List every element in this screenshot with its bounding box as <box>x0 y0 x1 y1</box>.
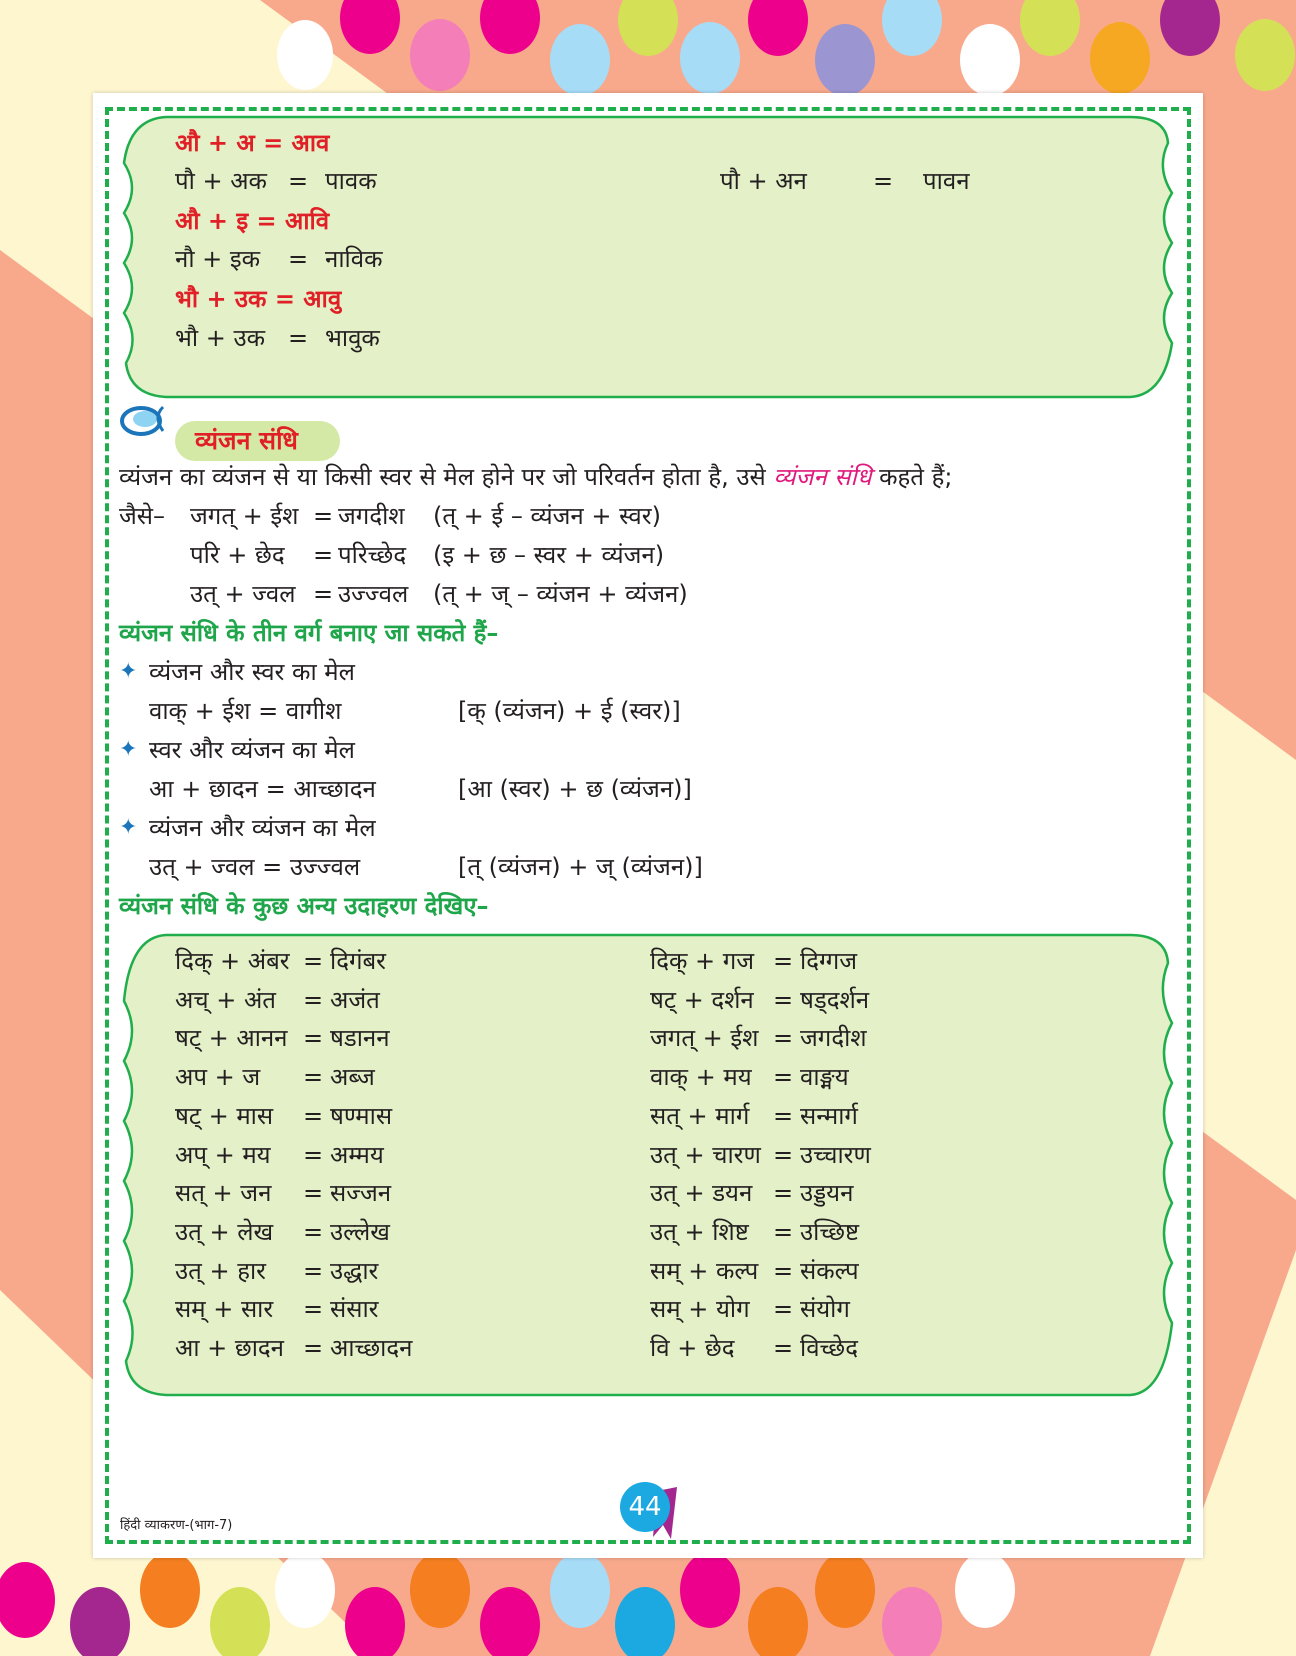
equals-sign: = <box>773 1140 794 1169</box>
equals-sign: = <box>303 1024 324 1053</box>
sandhi-result: उच्चारण <box>800 1140 871 1169</box>
sandhi-result: उल्लेख <box>330 1217 390 1246</box>
definition-text: व्यंजन का व्यंजन से या किसी स्वर से मेल होने पर जो परिवर्तन होता है, उसे <box>119 463 766 491</box>
equals-sign: = <box>303 947 324 975</box>
example-ut-jval: उत् + ज्वल <box>190 580 296 608</box>
category-title: व्यंजन और व्यंजन का मेल <box>149 814 376 842</box>
sandhi-result: संयोग <box>800 1295 850 1324</box>
result-pavak: पावक <box>325 167 377 195</box>
sandhi-result: अजंत <box>330 985 380 1014</box>
equals-sign: = <box>313 580 334 608</box>
sandhi-result: संसार <box>330 1295 379 1324</box>
equals-sign: = <box>303 1179 324 1208</box>
sandhi-parts: दिक् + अंबर <box>175 947 290 975</box>
note-jagdish: (त् + ई – व्यंजन + स्वर) <box>433 502 661 530</box>
equals-sign: = <box>773 1217 794 1246</box>
sandhi-parts: उत् + हार <box>175 1256 266 1285</box>
equals-sign: = <box>303 1256 324 1285</box>
equals-sign: = <box>303 1063 324 1092</box>
sandhi-result: सज्जन <box>330 1179 392 1208</box>
rule-bhau-uk: भौ + उक = आवु <box>175 285 342 313</box>
book-title: हिंदी व्याकरण-(भाग-7) <box>120 1518 233 1533</box>
bullet-icon: ✦ <box>119 815 138 840</box>
sandhi-result: अम्मय <box>330 1140 384 1169</box>
sandhi-parts: जगत् + ईश <box>650 1024 759 1053</box>
sandhi-result: जगदीश <box>800 1024 867 1053</box>
sandhi-parts: अप् + मय <box>175 1140 271 1169</box>
sandhi-parts: सम् + सार <box>175 1295 274 1324</box>
sandhi-parts: उत् + लेख <box>175 1217 274 1246</box>
note-parichhed: (इ + छ – स्वर + व्यंजन) <box>433 541 665 569</box>
result-parichhed: परिच्छेद <box>338 541 407 569</box>
examples-lead: जैसे– <box>119 502 166 530</box>
sandhi-result: आच्छादन <box>330 1334 413 1362</box>
sandhi-result: सन्मार्ग <box>800 1101 858 1130</box>
page-number: 44 <box>620 1482 670 1532</box>
equals-sign: = <box>773 1179 794 1208</box>
sandhi-parts: सम् + योग <box>650 1295 750 1324</box>
category-example: वाक् + ईश = वागीश <box>149 697 342 725</box>
example-nau-ik: नौ + इक <box>175 245 261 273</box>
equals-sign: = <box>303 1334 324 1362</box>
category-note: [क् (व्यंजन) + ई (स्वर)] <box>458 697 681 725</box>
rule-au-i: औ + इ = आवि <box>175 207 330 235</box>
category-example: उत् + ज्वल = उज्ज्वल <box>149 853 361 881</box>
sandhi-parts: षट् + आनन <box>175 1024 288 1053</box>
equals-sign: = <box>303 1295 324 1324</box>
example-pau-an: पौ + अन <box>720 167 807 195</box>
sandhi-result: षड्दर्शन <box>800 985 870 1014</box>
sandhi-parts: अप + ज <box>175 1063 261 1092</box>
equals-sign: = <box>873 167 894 195</box>
sandhi-parts: दिक् + गज <box>650 947 755 975</box>
category-note: [त् (व्यंजन) + ज् (व्यंजन)] <box>458 853 703 881</box>
result-ujjval: उज्ज्वल <box>338 580 409 608</box>
example-pari: परि + छेद <box>190 541 285 569</box>
sandhi-result: दिगंबर <box>330 947 386 975</box>
page-sheet <box>93 93 1203 1558</box>
sandhi-parts: उत् + डयन <box>650 1179 753 1208</box>
sandhi-parts: षट् + दर्शन <box>650 985 754 1014</box>
bullet-icon: ✦ <box>119 659 138 684</box>
bullet-icon: ✦ <box>119 737 138 762</box>
sandhi-result: विच्छेद <box>800 1334 858 1362</box>
sandhi-result: अब्ज <box>330 1063 375 1092</box>
equals-sign: = <box>773 1101 794 1130</box>
sandhi-parts: अच् + अंत <box>175 985 276 1014</box>
result-pavan: पावन <box>923 167 970 195</box>
category-title: व्यंजन और स्वर का मेल <box>149 658 355 686</box>
definition-end: कहते हैं; <box>879 463 953 491</box>
example-pau-ak: पौ + अक <box>175 167 267 195</box>
sandhi-result: उच्छिष्ट <box>800 1217 860 1246</box>
sandhi-parts: वाक् + मय <box>650 1063 752 1092</box>
equals-sign: = <box>773 1295 794 1324</box>
definition-line <box>119 461 952 493</box>
sandhi-result: उड्डयन <box>800 1179 854 1208</box>
swirl-icon <box>119 403 179 437</box>
sandhi-parts: उत् + चारण <box>650 1140 761 1169</box>
equals-sign: = <box>313 502 334 530</box>
example-jagat: जगत् + ईश <box>190 502 299 530</box>
equals-sign: = <box>288 167 309 195</box>
more-examples-heading: व्यंजन संधि के कुछ अन्य उदाहरण देखिए– <box>119 892 489 920</box>
sandhi-parts: सत् + जन <box>175 1179 272 1208</box>
polka-dots-top <box>277 0 1295 96</box>
result-bhavuk: भावुक <box>325 324 380 352</box>
equals-sign: = <box>303 1217 324 1246</box>
sandhi-parts: सत् + मार्ग <box>650 1101 750 1130</box>
equals-sign: = <box>288 245 309 273</box>
categories-heading: व्यंजन संधि के तीन वर्ग बनाए जा सकते हैं– <box>119 619 499 647</box>
category-title: स्वर और व्यंजन का मेल <box>149 736 355 764</box>
equals-sign: = <box>313 541 334 569</box>
category-example: आ + छादन = आच्छादन <box>149 775 376 803</box>
equals-sign: = <box>288 324 309 352</box>
equals-sign: = <box>773 1256 794 1285</box>
sandhi-parts: उत् + शिष्ट <box>650 1217 749 1246</box>
sandhi-result: षडानन <box>330 1024 390 1053</box>
sandhi-result: उद्धार <box>330 1256 379 1285</box>
equals-sign: = <box>773 1334 794 1362</box>
result-jagdish: जगदीश <box>338 502 405 530</box>
equals-sign: = <box>773 985 794 1014</box>
sandhi-result: दिग्गज <box>800 947 858 975</box>
equals-sign: = <box>773 1024 794 1053</box>
rule-au-a: औ + अ = आव <box>175 129 330 157</box>
definition-term: व्यंजन संधि <box>773 463 872 491</box>
sandhi-parts: वि + छेद <box>650 1334 735 1362</box>
note-ujjval: (त् + ज् – व्यंजन + व्यंजन) <box>433 580 688 608</box>
example-bhau-uk: भौ + उक <box>175 324 266 352</box>
section-title: व्यंजन संधि <box>195 426 298 455</box>
sandhi-result: षण्मास <box>330 1101 393 1130</box>
equals-sign: = <box>303 1140 324 1169</box>
result-navik: नाविक <box>325 245 383 273</box>
equals-sign: = <box>303 1101 324 1130</box>
sandhi-result: वाङ्मय <box>800 1063 849 1092</box>
sandhi-parts: षट् + मास <box>175 1101 274 1130</box>
equals-sign: = <box>773 947 794 975</box>
equals-sign: = <box>303 985 324 1014</box>
sandhi-parts: आ + छादन <box>175 1334 284 1362</box>
sandhi-parts: सम् + कल्प <box>650 1256 759 1285</box>
category-note: [आ (स्वर) + छ (व्यंजन)] <box>458 775 692 803</box>
equals-sign: = <box>773 1063 794 1092</box>
sandhi-result: संकल्प <box>800 1256 859 1285</box>
